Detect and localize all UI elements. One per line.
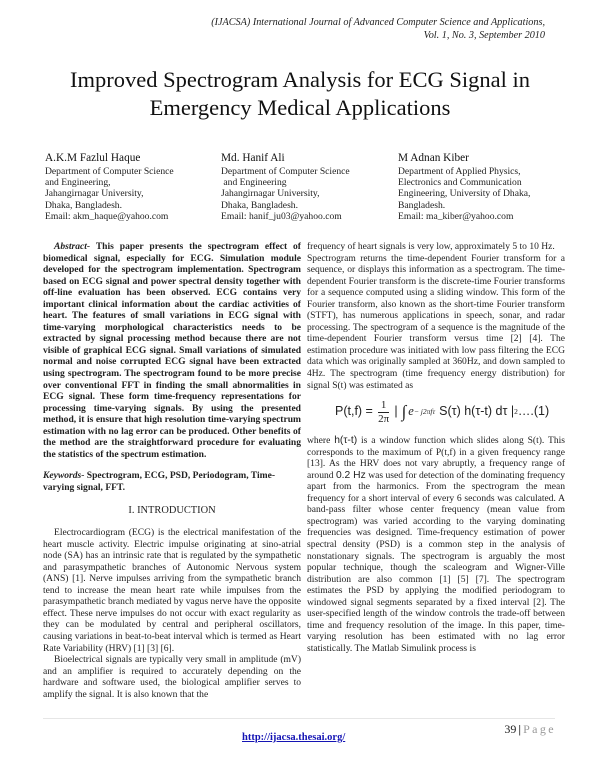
equation-fraction (378, 399, 390, 426)
window-function-symbol: h(τ-t) (334, 435, 358, 447)
author-1 (45, 152, 174, 223)
author-affiliation: Jahangirnagar University, (221, 188, 320, 200)
equation-square: 2 (514, 407, 518, 417)
author-affiliation: and Engineering, (45, 176, 111, 188)
author-2 (221, 152, 350, 223)
page-number (504, 722, 556, 737)
left-column (43, 241, 301, 700)
keywords-text: Spectrogram, ECG, PSD, Periodogram, Time-varying signal, FFT. (43, 470, 276, 493)
author-3 (398, 152, 530, 223)
author-name: A.K.M Fazlul Haque (45, 152, 141, 164)
paragraph-heart-frequency: frequency of heart signals is very low, approximately 5 to 10 Hz. (307, 241, 555, 252)
author-affiliation: and Engineering (221, 176, 287, 188)
fraction-denominator: 2π (378, 412, 390, 425)
author-affiliation: Bangladesh. (398, 199, 446, 211)
author-affiliation: Department of Applied Physics, (398, 165, 521, 177)
text-run: was used for detection of the dominating frequency apart from the harmonics. From the spectrogram the mean frequency for a short interval of every 6 seconds was calculated. A band-pass filter whose center frequency (mean value from spectrogram) was varied according to the varying dominating frequencies was designed. Time-frequency estimation of power spectral density (PSD) is a common step in the analysis of nonstationary signals. The spectrogram is arguably the most popular technique, though the scaleogram and Wigner-Ville distribution are also common [1] [5] [7]. The spectrogram estimates the PSD by applying the modified periodogram to windowed signal segments separated by a fixed interval [2]. The user-specified length of the window controls the trade-off between time and frequency resolution of the image. In this paper, time-varying resolution has been estimated with no lag error statistically. The Matlab Simulink process is (307, 469, 565, 654)
exp-base: e (408, 404, 414, 419)
abstract-text: This paper presents the spectrogram effect of biomedical signal, especially for ECG. Simulation module developed for the spectrogram implementation. Spectrogram based on ECG signal and power spectral density together with off-line evaluation has been observed. ECG contains very important clinical information about the cardiac activities of heart. The features of small variations in ECG signal with time-varying morphological characteristics needs to be extracted by signal processing method because there are not visible of graphical ECG signal. Small variations of simulated normal and noise corrupted ECG signal have been extracted using spectrogram. The spectrogram found to be more precise over conventional FFT in finding the small abnormalities in ECG signal. These form time-frequency representations for processing time-varying signals. By using the presented method, it is ensure that high resolution time-varying spectrum estimation with no lag error can be produced. Other benefits of the method are the straightforward procedure for evaluating the statistics of the spectrum estimation. (43, 241, 301, 460)
title-line-1: Improved Spectrogram Analysis for ECG Signal in (70, 67, 530, 92)
exp-power: − j2πfτ (413, 407, 436, 417)
paragraph-spectrogram: Spectrogram returns the time-dependent Fourier transform for a sequence, or displays this information as a spectrogram. The time-dependent Fourier transform is the discrete-time Fourier transforms for a sequence computed using a sliding window. This form of the Fourier transform, also known as the short-time Fourier transform (STFT), has numerous applications in speech, sonar, and radar processing. The spectrogram of a sequence is the magnitude of the time-dependent Fourier transform versus time [2] [4]. The estimation procedure was initiated with low pass filtering the ECG data which was originally sampled at 360Hz, and down sampled to 4Hz. The spectrogram (time frequency energy distribution) for signal S(t) was estimated as (307, 252, 565, 391)
keywords-label: Keywords- (43, 470, 85, 482)
equation-body: S(τ) h(τ-t) dτ | (439, 404, 515, 419)
frequency-value: 0.2 Hz (335, 469, 366, 481)
right-column (307, 241, 565, 655)
paper-title (0, 66, 600, 122)
title-line-2: Emergency Medical Applications (149, 95, 451, 120)
section-heading-introduction: I. INTRODUCTION (128, 505, 216, 517)
author-affiliation: Dhaka, Bangladesh. (45, 199, 122, 211)
abstract-label: Abstract- (54, 241, 91, 252)
author-block (45, 152, 565, 232)
page-word: Page (523, 722, 556, 736)
equation-number: ….(1) (517, 404, 550, 419)
author-affiliation: Dhaka, Bangladesh. (221, 199, 298, 211)
keywords (43, 470, 301, 493)
author-name: M Adnan Kiber (398, 152, 469, 164)
journal-header (211, 16, 545, 42)
author-affiliation: Jahangirnagar University, (45, 188, 144, 200)
text-run: is a window function which slides along S(t). This corresponds to the maximum of P(t,f) in a given frequency range [13]. As the HRV does not vary abruptly, a frequency range of around (307, 435, 565, 481)
integral-symbol: ∫ (401, 402, 407, 422)
page-number-value: 39 (504, 722, 517, 736)
equation-1 (335, 395, 565, 429)
journal-name: (IJACSA) International Journal of Advanced Computer Science and Applications, (211, 17, 545, 28)
footer-divider (43, 718, 555, 719)
text-run: where (307, 435, 335, 447)
journal-website-link[interactable]: http://ijacsa.thesai.org/ (242, 732, 346, 743)
journal-volume: Vol. 1, No. 3, September 2010 (423, 30, 545, 41)
abstract (43, 241, 301, 460)
author-affiliation: Department of Computer Science (221, 165, 350, 177)
abs-bar: | (394, 404, 398, 419)
author-affiliation: Electronics and Communication (398, 176, 522, 188)
author-email: Email: akm_haque@yahoo.com (45, 211, 169, 223)
paragraph-window-function (307, 435, 565, 654)
intro-paragraph-1: Electrocardiogram (ECG) is the electrical manifestation of the heart muscle activity. Electric impulse originating at sino-atrial node (SA) has an intrinsic rate that is regulated by the sympathetic and parasympathetic branches of Autonomic Nervous system (ANS) [1]. Nerve impulses arriving from the sympathetic branch tend to increase the mean heart rate while impulses from the parasympathetic branch mediated by vagus nerve have the opposite effect. These nerve impulses do not occur with exact regularity as they can be modulated by central and peripheral oscillators, causing variations in beat-to-beat interval which is termed as Heart Rate Variability (HRV) [1] [3] [6]. (43, 527, 301, 654)
fraction-numerator: 1 (378, 399, 390, 413)
author-affiliation: Department of Computer Science (45, 165, 174, 177)
author-affiliation: Engineering, University of Dhaka, (398, 188, 531, 200)
author-name: Md. Hanif Ali (221, 152, 285, 164)
page-separator: | (518, 722, 522, 736)
author-email: Email: hanif_ju03@yahoo.com (221, 211, 342, 223)
author-email: Email: ma_kiber@yahoo.com (398, 211, 514, 223)
equation-lhs: P(t,f) = (335, 404, 373, 419)
intro-paragraph-2: Bioelectrical signals are typically very small in amplitude (mV) and an amplifier is required to accurately depending on the hardware and software used, the biological amplifier serves to amplify the signal. It is also known that the (43, 654, 301, 700)
